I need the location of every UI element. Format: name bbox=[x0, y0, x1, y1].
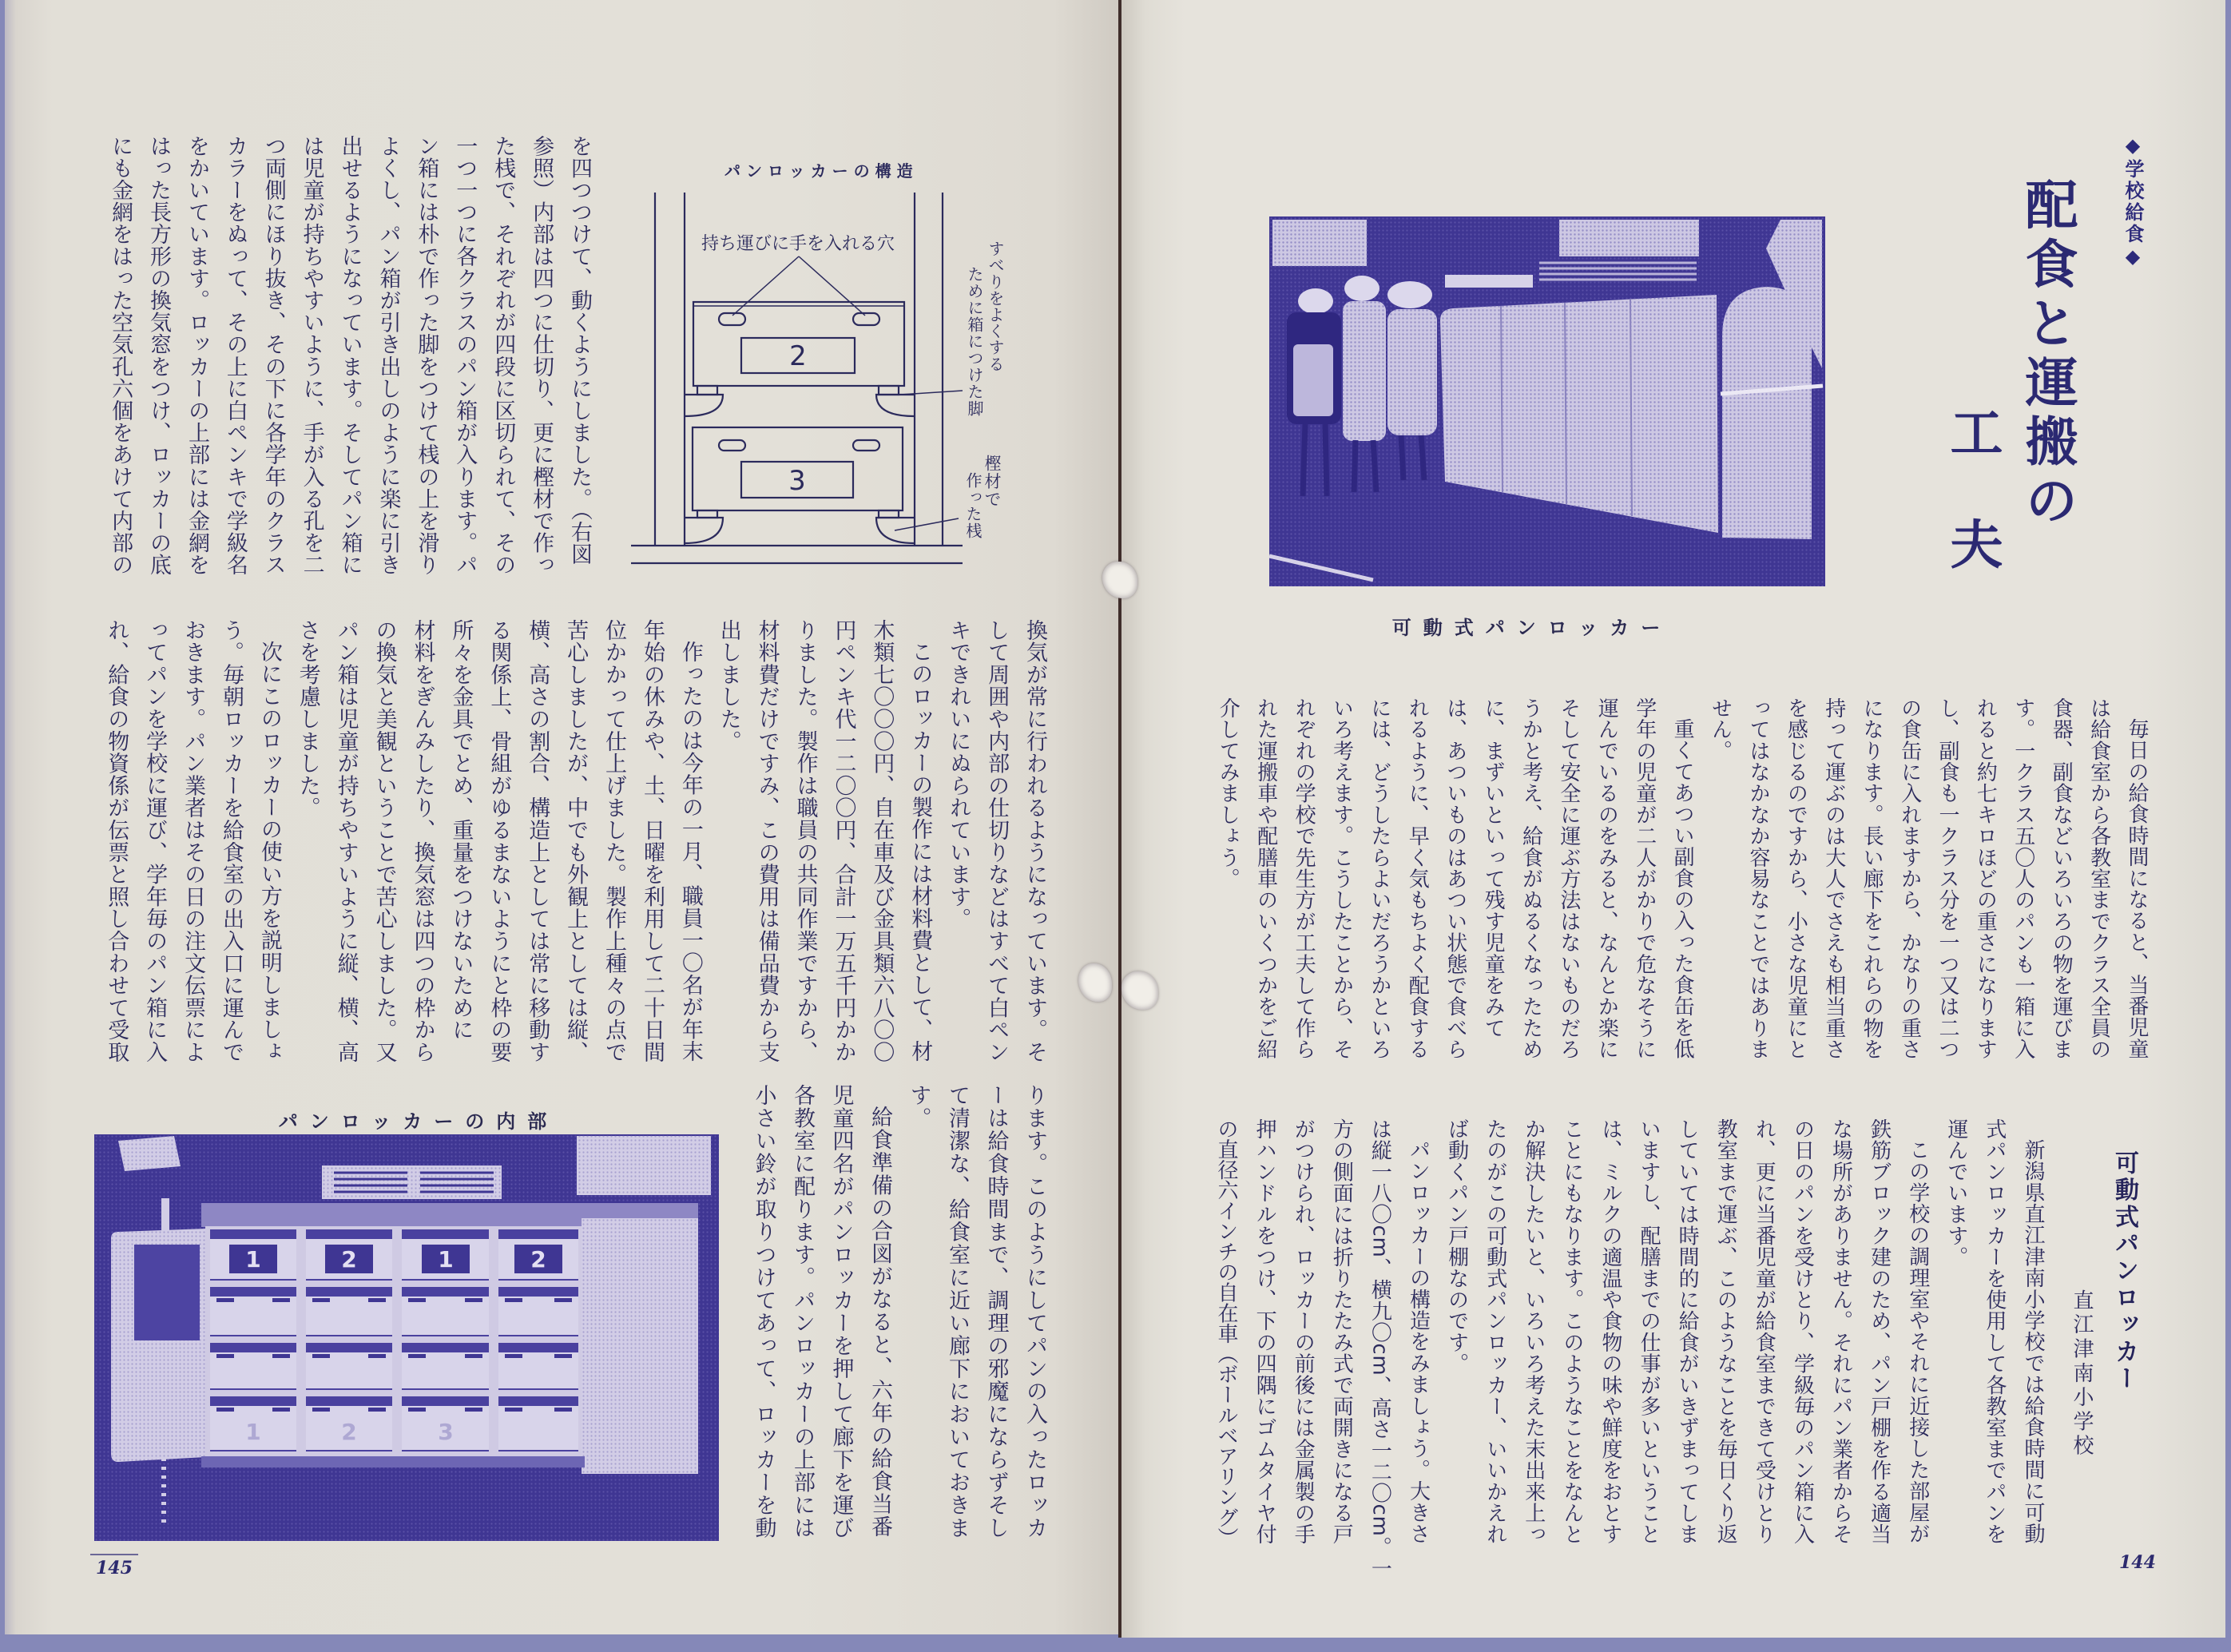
text-line: うかと考え、給食がぬるくなったため bbox=[1518, 697, 1543, 1060]
box-number-lower: 3 bbox=[788, 465, 806, 497]
text-line: て清潔な、給食室に近い廊下においておきま bbox=[945, 1084, 970, 1539]
text-line: は給食室から各教室までクラス全員の bbox=[2086, 697, 2111, 1060]
text-line: は、ミルクの適温や食物の味や鮮度をおとす bbox=[1598, 1118, 1622, 1545]
text-line: 介してみましょう。 bbox=[1216, 697, 1241, 890]
text-line: 運んでいます。 bbox=[1943, 1118, 1968, 1268]
text-line: 所々を金具でとめ、重量をつけないために bbox=[448, 619, 474, 1042]
text-line: 苦心しましたが、中でも外観上としては縦、 bbox=[563, 619, 589, 1063]
text-line: に、まずいといって残す児童をみて bbox=[1481, 697, 1506, 1039]
rail-left bbox=[685, 395, 723, 416]
text-line: になります。長い廊下をこれらの物を bbox=[1860, 697, 1884, 1060]
text-line: し、副食も一クラス分を一つ又は二つ bbox=[1935, 697, 1959, 1060]
body-text-left-lower bbox=[744, 1084, 1054, 1543]
text-line: れ、給食の物資係が伝票と照し合わせて受取 bbox=[104, 619, 129, 1063]
box-label: 2 bbox=[341, 1419, 357, 1445]
photo-caption-mobile-locker: 可動式パンロッカー bbox=[1391, 616, 1673, 639]
photo-image bbox=[1269, 216, 1825, 586]
box-foot bbox=[697, 386, 717, 395]
text-line: 重くてあつい副食の入った食缶を低 bbox=[1670, 718, 1695, 1060]
text-line: して周囲や内部の仕切りなどはすべて白ペン bbox=[984, 619, 1010, 1063]
box-label: 1 bbox=[245, 1246, 261, 1273]
section-tag: ◆学校給食◆ bbox=[2122, 134, 2144, 270]
text-line: さを考慮しました。 bbox=[295, 619, 320, 820]
text-line: 材料費だけですみ、この費用は備品費から支 bbox=[754, 619, 780, 1063]
text-line: 方の側面には折りたたみ式で両開きになる戸 bbox=[1329, 1118, 1354, 1545]
locker-structure-diagram bbox=[623, 152, 983, 575]
box-label: 1 bbox=[438, 1246, 454, 1273]
leader-line bbox=[799, 256, 865, 316]
body-text-left-upper bbox=[101, 135, 598, 586]
label-rail-line1: 樫材で bbox=[983, 455, 1002, 509]
page-number-left: 145 bbox=[96, 1558, 133, 1579]
text-line: パンロッカーの構造をみましょう。大きさ bbox=[1406, 1139, 1431, 1545]
box-label: 1 bbox=[245, 1419, 261, 1445]
text-line: りました。製作は職員の共同作業ですから、 bbox=[792, 619, 818, 1063]
leader-line bbox=[895, 518, 959, 530]
text-line: の換気と美観ということで苦心しました。又 bbox=[371, 619, 397, 1063]
text-line: 式パンロッカーを使用して各教室までパンを bbox=[1982, 1118, 2007, 1545]
text-line: 木類七〇〇〇円、自在車及び金具類六八〇〇 bbox=[869, 619, 895, 1063]
text-line: れるように、早く気もちよく配食する bbox=[1405, 697, 1430, 1060]
text-line: していては時間的に給食がいきずまってしま bbox=[1675, 1118, 1700, 1545]
text-line: 位かかって仕上げました。製作上種々の点で bbox=[601, 619, 627, 1063]
text-line: 毎日の給食時間になると、当番児童 bbox=[2125, 718, 2149, 1060]
text-line: な場所がありません。それにパン業者からそ bbox=[1828, 1118, 1853, 1545]
text-line: ーは給食時間まで、調理の邪魔にならずそし bbox=[983, 1084, 1009, 1539]
box-number-upper: 2 bbox=[789, 340, 807, 372]
text-line: る関係上、骨組がゆるまないようにと枠の要 bbox=[486, 619, 512, 1063]
text-line: 年始の休みや、土、日曜を利用して二十日間 bbox=[639, 619, 665, 1063]
text-line: 児童四名がパンロッカーを押して廊下を運び bbox=[828, 1084, 854, 1539]
text-line: は、あついものはあつい状態で食べら bbox=[1443, 697, 1467, 1060]
text-line: 学年の児童が二人がかりで危なそうに bbox=[1632, 697, 1657, 1060]
article-heading: 可動式パンロッカー bbox=[2110, 1150, 2138, 1393]
hand-hole-icon bbox=[719, 313, 745, 325]
box-label: 2 bbox=[341, 1246, 357, 1273]
locker-door-right bbox=[582, 1218, 698, 1474]
text-line: う。毎朝ロッカーを給食室の出入口に運んで bbox=[218, 619, 244, 1063]
text-line: す。 bbox=[906, 1084, 931, 1130]
intro-text bbox=[1209, 697, 2155, 1065]
book-gutter bbox=[1118, 0, 1121, 1638]
text-line: 次にこのロッカーの使い方を説明しましょ bbox=[256, 641, 282, 1063]
text-line: 出しました。 bbox=[716, 619, 741, 753]
text-line: ことにもなります。このようなことをなんと bbox=[1559, 1118, 1584, 1545]
article-title-line2: 工夫 bbox=[1941, 405, 2003, 629]
box-label: 3 bbox=[438, 1419, 454, 1445]
text-line: 食器、副食などいろいろの物を運びま bbox=[2049, 697, 2074, 1060]
text-line: を四つつけて、動くようにしました。（右図 bbox=[567, 135, 592, 566]
text-line: つ両側にほり抜き、その下に各学年のクラス bbox=[260, 135, 286, 576]
text-line: この学校の調理室やそれに近接した部屋が bbox=[1905, 1139, 1930, 1545]
text-line: おきます。パン業者はその日の注文伝票によ bbox=[181, 619, 206, 1063]
body-text-left-middle bbox=[97, 619, 1054, 1070]
text-line: パン箱は児童が持ちやすいように縦、横、高 bbox=[333, 619, 359, 1063]
text-line: の直径六インチの自在車（ボールベアリング） bbox=[1214, 1118, 1239, 1548]
text-line: にも金網をはった空気孔六個をあけて内部の bbox=[108, 135, 133, 576]
rail-right bbox=[876, 395, 915, 416]
text-line: ります。このようにしてパンの入ったロッカ bbox=[1022, 1084, 1047, 1539]
text-line: 参照）内部は四つに仕切り、更に樫材で作っ bbox=[529, 135, 554, 576]
text-line: ってはなかなか容易なことではありま bbox=[1745, 697, 1770, 1060]
text-line: れた運搬車や配膳車のいくつかをご紹 bbox=[1253, 697, 1278, 1060]
photo-mobile-bread-locker bbox=[1269, 216, 1825, 586]
text-line: たのがこの可動式パンロッカー、いいかえれ bbox=[1483, 1118, 1507, 1545]
text-line: 一つ一つに各クラスのパン箱が入ります。パ bbox=[452, 135, 478, 576]
text-line: れ、更に当番児童が給食室まできて受けとり bbox=[1752, 1118, 1776, 1545]
leader-line bbox=[900, 391, 963, 395]
text-line: 教室まで運ぶ、このようなことを毎日くり返 bbox=[1713, 1118, 1738, 1545]
text-line: ってパンを学校に運び、学年毎のパン箱に入 bbox=[142, 619, 168, 1063]
text-line: の食缶に入れますから、かなりの重さ bbox=[1897, 697, 1922, 1060]
text-line: はった長方形の換気窓をつけ、ロッカーの底 bbox=[146, 135, 172, 576]
page-number-rule bbox=[90, 1554, 138, 1555]
text-line: をかいています。ロッカーの上部には金網を bbox=[184, 135, 209, 576]
locker-end-door bbox=[1722, 287, 1812, 539]
leader-line bbox=[732, 256, 799, 316]
box-foot bbox=[879, 510, 899, 518]
text-line: 運んでいるのをみると、なんとか楽に bbox=[1594, 697, 1619, 1060]
text-line: 新潟県直江津南小学校では給食時間に可動 bbox=[2021, 1139, 2045, 1545]
page-number-right: 144 bbox=[2119, 1552, 2156, 1573]
text-line: 作ったのは今年の一月、職員一〇名が年末 bbox=[677, 641, 703, 1063]
text-line: た桟で、それぞれが四段に区切られて、その bbox=[490, 135, 516, 576]
text-line: いますし、配膳までの仕事が多いということ bbox=[1637, 1118, 1661, 1545]
text-line: れぞれの学校で先生方が工夫して作ら bbox=[1292, 697, 1316, 1060]
text-line: は縦一八〇cm、横九〇cm、高さ一二〇cm。一 bbox=[1368, 1118, 1392, 1579]
hand-hole-icon bbox=[719, 440, 745, 451]
text-line: の日のパンを受けとり、学級毎のパン箱に入 bbox=[1790, 1118, 1815, 1545]
text-line: れると約七キロほどの重さになります bbox=[1973, 697, 1998, 1060]
hand-hole-icon bbox=[853, 440, 879, 451]
text-line: す。一クラス五〇人のパンも一箱に入 bbox=[2011, 697, 2035, 1060]
text-line: には、どうしたらよいだろうかといろ bbox=[1367, 697, 1391, 1060]
photo-image bbox=[94, 1134, 719, 1541]
text-line: 押ハンドルをつけ、下の四隅にゴムタイヤ付 bbox=[1252, 1118, 1277, 1545]
photo-locker-interior bbox=[94, 1134, 719, 1541]
article-body-text bbox=[1207, 1118, 2052, 1579]
box-foot bbox=[697, 510, 717, 518]
text-line: か解決したいと、いろいろ考えた末出来上っ bbox=[1521, 1118, 1546, 1545]
text-line: このロッカーの製作には材料費として、材 bbox=[907, 641, 933, 1063]
text-line: いろ考えます。こうしたことから、そ bbox=[1329, 697, 1354, 1060]
text-line: 小さい鈴が取りつけてあって、ロッカーを動 bbox=[751, 1084, 776, 1539]
text-line: カラーをぬって、その上に白ペンキで学級名 bbox=[222, 135, 248, 576]
photo-caption-locker-interior: パンロッカーの内部 bbox=[278, 1110, 559, 1133]
text-line: 横、高さの割合、構造上としては常に移動す bbox=[525, 619, 550, 1063]
text-line: 円ペンキ代一二〇〇円、合計一万五千円かか bbox=[831, 619, 856, 1063]
text-line: 各教室に配ります。パンロッカーの上部には bbox=[790, 1084, 815, 1539]
text-line: 鉄筋ブロック建のため、パン戸棚を作る適当 bbox=[1867, 1118, 1892, 1545]
box-label: 2 bbox=[530, 1246, 546, 1273]
article-byline: 直江津南小学校 bbox=[2070, 1289, 2094, 1459]
text-line: を感じるのですから、小さな児童にと bbox=[1784, 697, 1808, 1060]
box-foot bbox=[879, 386, 899, 395]
article-title-line1: 配食と運搬の bbox=[2016, 177, 2078, 532]
text-line: は児童が持ちやすいように、手が入る孔を二 bbox=[299, 135, 324, 576]
text-line: 材料をぎんみしたり、換気窓は四つの枠から bbox=[410, 619, 435, 1063]
hand-hole-icon bbox=[853, 313, 879, 325]
text-line: がつけられ、ロッカーの前後には金属製の手 bbox=[1291, 1118, 1316, 1545]
text-line: そして安全に運ぶ方法はないものだろ bbox=[1556, 697, 1581, 1060]
diagram-title: パンロッカーの構造 bbox=[724, 161, 919, 181]
text-line: キできれいにぬられています。 bbox=[946, 619, 971, 931]
text-line: ば動くパン戸棚なのです。 bbox=[1444, 1118, 1469, 1375]
text-line: よくし、パン箱が引き出しのように楽に引き bbox=[375, 135, 401, 576]
text-line: 給食準備の合図がなると、六年の給食当番 bbox=[867, 1106, 892, 1539]
label-feet-line2: ために箱につけた脚 bbox=[965, 266, 984, 417]
text-line: せん。 bbox=[1708, 697, 1733, 762]
text-line: 持って運ぶのは大人でさえも相当重さ bbox=[1821, 697, 1846, 1060]
rail-left bbox=[685, 518, 723, 543]
text-line: 出せるようになっています。そしてパン箱に bbox=[337, 135, 363, 576]
text-line: ン箱には朴で作った脚をつけて桟の上を滑り bbox=[414, 135, 439, 576]
label-rail-line2: 作った桟 bbox=[963, 472, 983, 539]
text-line: 換気が常に行われるようになっています。そ bbox=[1022, 619, 1047, 1063]
label-feet-line1: すべりをよくする bbox=[986, 240, 1005, 372]
label-hand-holes: 持ち運びに手を入れる穴 bbox=[701, 234, 895, 254]
